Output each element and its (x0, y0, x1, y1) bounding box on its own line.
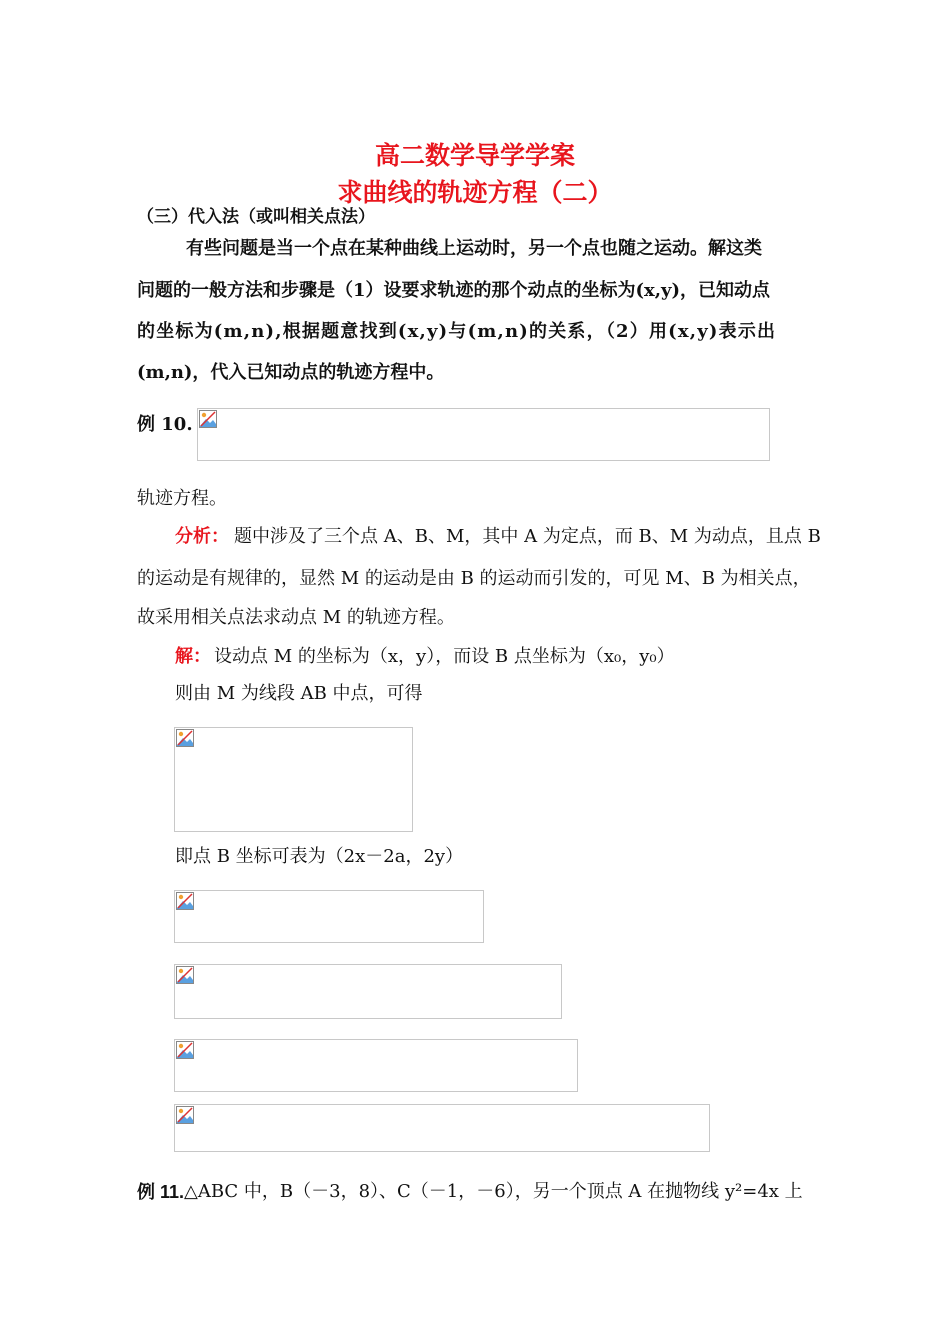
solution-line-1: 设动点 M 的坐标为（x，y），而设 B 点坐标为（x₀，y₀） (214, 646, 675, 667)
formula-image-2 (174, 727, 413, 832)
formula-image-4 (174, 964, 562, 1019)
broken-image-icon (176, 966, 194, 984)
analysis-line-2: 的运动是有规律的，显然 M 的运动是由 B 的运动而引发的，可见 M、B 为相关点， (137, 568, 811, 589)
analysis-line-3: 故采用相关点法求动点 M 的轨迹方程。 (137, 607, 455, 628)
broken-image-icon (176, 1041, 194, 1059)
solution-line-3: 即点 B 坐标可表为（2x－2a，2y） (175, 846, 464, 867)
analysis-line-1: 题中涉及了三个点 A、B、M，其中 A 为定点，而 B、M 为动点，且点 B (234, 526, 821, 547)
broken-image-icon (176, 729, 194, 747)
section-heading: （三）代入法（或叫相关点法） (137, 207, 375, 227)
broken-image-icon (176, 892, 194, 910)
page-title: 高二数学导学学案 (374, 141, 575, 170)
example-10-label: 例 10. (137, 414, 193, 435)
solution-label: 解： (175, 646, 211, 667)
formula-image-1 (197, 408, 770, 461)
broken-image-icon (199, 410, 217, 428)
example-10-continuation: 轨迹方程。 (137, 488, 227, 509)
page-subtitle: 求曲线的轨迹方程（二） (337, 178, 613, 207)
intro-line-2: 问题的一般方法和步骤是（1）设要求轨迹的那个动点的坐标为(x,y)，已知动点 (137, 280, 771, 301)
analysis-label: 分析： (175, 526, 229, 547)
intro-line-3: 的坐标为(m,n),根据题意找到(x,y)与(m,n)的关系，（2）用(x,y)表示出 (137, 321, 777, 342)
solution-line-2: 则由 M 为线段 AB 中点，可得 (175, 683, 423, 704)
formula-image-3 (174, 890, 484, 943)
intro-line-4: (m,n)，代入已知动点的轨迹方程中。 (137, 362, 445, 383)
formula-image-6 (174, 1104, 710, 1152)
example-11-text: △ABC 中，B（－3，8）、C（－1，－6），另一个顶点 A 在抛物线 y²=4x 上 (184, 1181, 803, 1202)
broken-image-icon (176, 1106, 194, 1124)
intro-line-1: 有些问题是当一个点在某种曲线上运动时，另一个点也随之运动。解这类 (186, 238, 762, 259)
example-11-label: 例 11. (137, 1182, 185, 1202)
formula-image-5 (174, 1039, 578, 1092)
